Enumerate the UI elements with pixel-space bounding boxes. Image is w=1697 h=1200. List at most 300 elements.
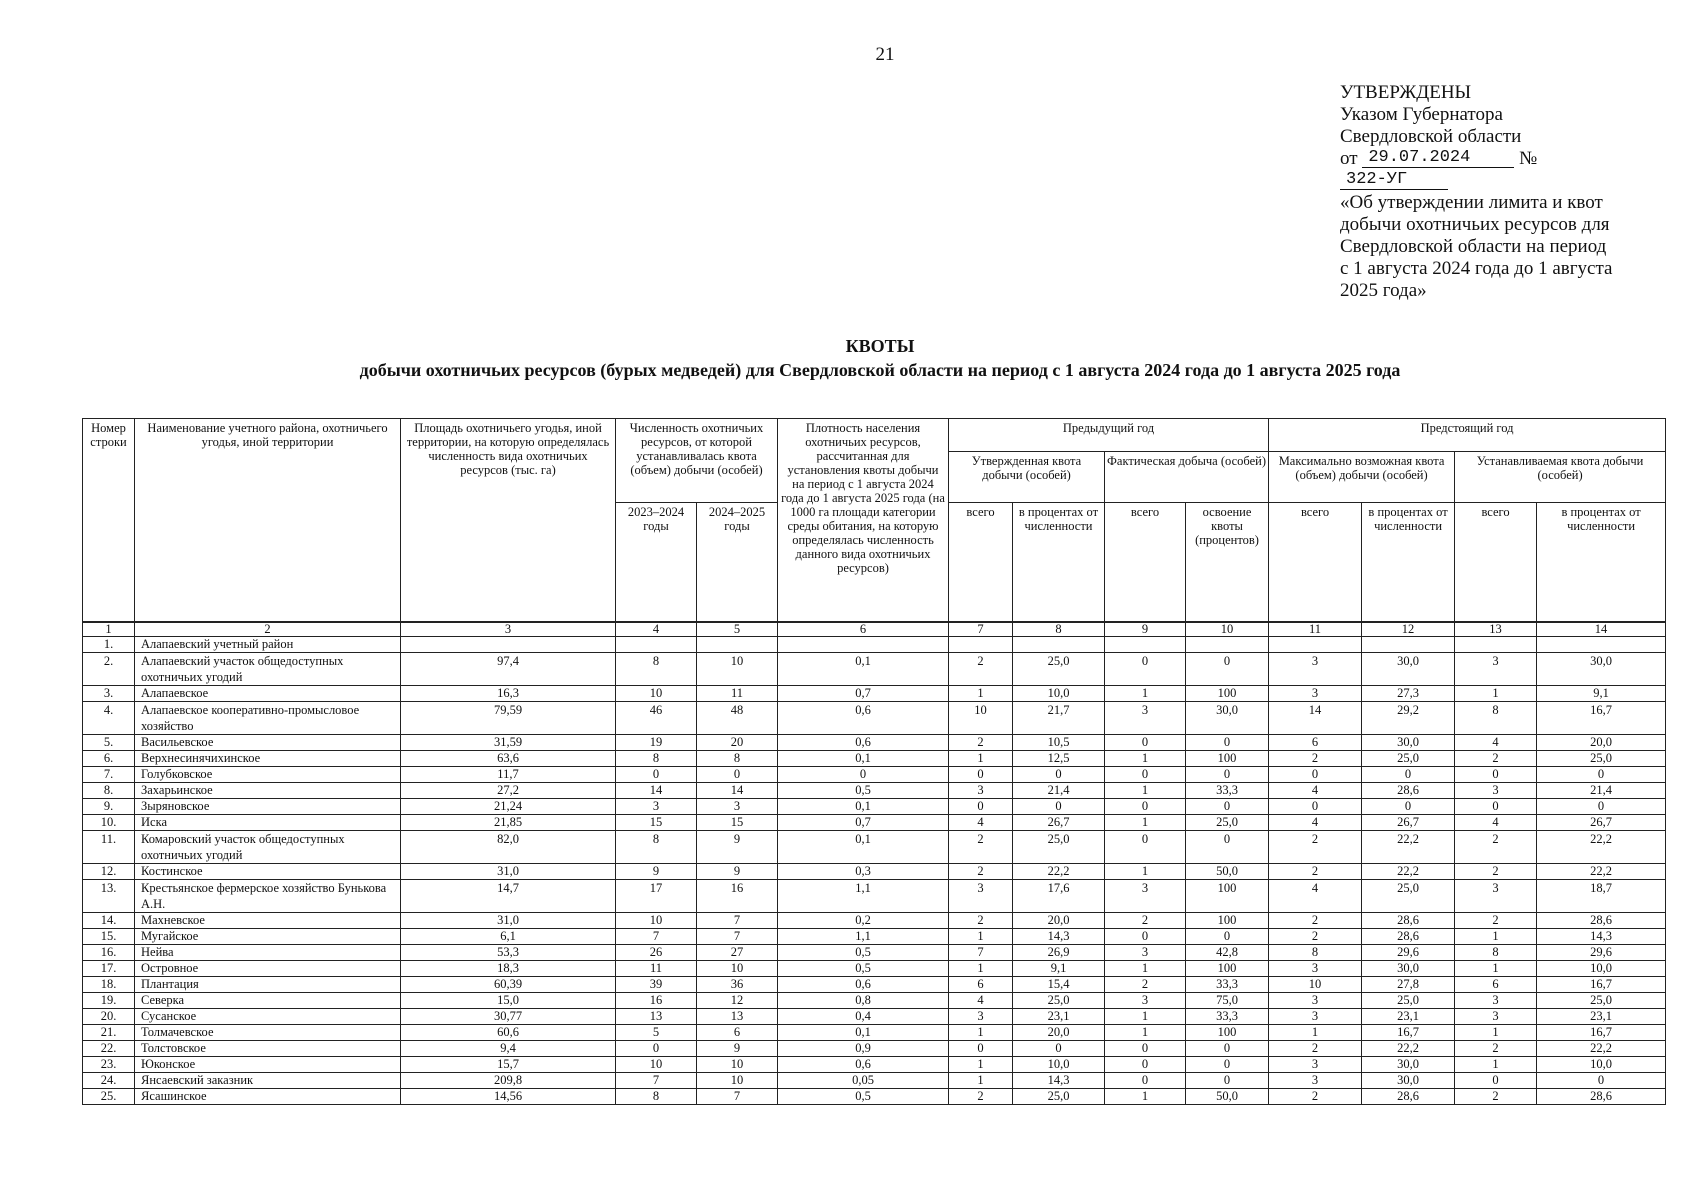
value-cell: 3 — [1105, 880, 1186, 913]
value-cell: 18,7 — [1537, 880, 1666, 913]
value-cell: 14 — [697, 783, 778, 799]
table-row — [83, 783, 1666, 799]
value-cell: 0,6 — [778, 702, 949, 735]
value-cell: 6 — [1455, 977, 1537, 993]
value-cell: 4 — [949, 993, 1013, 1009]
value-cell: 5 — [616, 1025, 697, 1041]
value-cell: 3 — [1269, 653, 1362, 686]
value-cell: 30,0 — [1186, 702, 1269, 735]
value-cell: 26,7 — [1362, 815, 1455, 831]
value-cell: 2 — [1455, 1089, 1537, 1105]
value-cell: 25,0 — [1362, 880, 1455, 913]
value-cell: 25,0 — [1013, 1089, 1105, 1105]
table-row — [83, 961, 1666, 977]
value-cell: 9 — [697, 831, 778, 864]
value-cell: 11 — [616, 961, 697, 977]
value-cell: 10 — [697, 653, 778, 686]
value-cell: 0,4 — [778, 1009, 949, 1025]
value-cell — [616, 637, 697, 653]
header-max-quota: Максимально возможная квота (объем) добычи (особей) — [1269, 452, 1455, 503]
value-cell: 60,39 — [401, 977, 616, 993]
decree-date: 29.07.2024 — [1362, 149, 1514, 168]
value-cell: 10,0 — [1013, 1057, 1105, 1073]
territory-name-cell: Зыряновское — [135, 799, 401, 815]
header-set-quota: Устанавливаемая квота добычи (особей) — [1455, 452, 1666, 503]
value-cell: 63,6 — [401, 751, 616, 767]
value-cell: 22,2 — [1537, 864, 1666, 880]
row-number-cell: 12. — [83, 864, 135, 880]
number-label: № — [1519, 148, 1538, 169]
value-cell: 0,7 — [778, 686, 949, 702]
value-cell: 1 — [1455, 929, 1537, 945]
value-cell: 3 — [1455, 783, 1537, 799]
table-row — [83, 977, 1666, 993]
row-number-cell: 8. — [83, 783, 135, 799]
value-cell: 8 — [616, 653, 697, 686]
value-cell: 2 — [1455, 831, 1537, 864]
table-row — [83, 929, 1666, 945]
value-cell: 0 — [1105, 831, 1186, 864]
value-cell: 0 — [1013, 767, 1105, 783]
value-cell: 100 — [1186, 1025, 1269, 1041]
table-row — [83, 686, 1666, 702]
value-cell: 0 — [1105, 929, 1186, 945]
value-cell: 3 — [949, 1009, 1013, 1025]
header-area: Площадь охотничьего угодья, иной территории, на которую определялась численность вида охотничьих ресурсов (тыс. га) — [401, 419, 616, 623]
value-cell: 0 — [1186, 1057, 1269, 1073]
column-number: 11 — [1269, 622, 1362, 637]
value-cell: 12,5 — [1013, 751, 1105, 767]
value-cell: 1 — [1105, 864, 1186, 880]
value-cell: 0,8 — [778, 993, 949, 1009]
table-row — [83, 831, 1666, 864]
value-cell: 17 — [616, 880, 697, 913]
value-cell: 10 — [949, 702, 1013, 735]
value-cell: 0 — [1362, 799, 1455, 815]
value-cell: 6 — [949, 977, 1013, 993]
value-cell: 2 — [949, 831, 1013, 864]
value-cell: 0 — [1105, 799, 1186, 815]
value-cell: 0 — [1105, 1073, 1186, 1089]
value-cell: 3 — [1455, 1009, 1537, 1025]
value-cell: 12 — [697, 993, 778, 1009]
value-cell: 26,7 — [1537, 815, 1666, 831]
value-cell: 8 — [616, 1089, 697, 1105]
value-cell: 25,0 — [1537, 993, 1666, 1009]
value-cell: 28,6 — [1362, 1089, 1455, 1105]
value-cell: 1 — [1269, 1025, 1362, 1041]
value-cell: 6,1 — [401, 929, 616, 945]
value-cell: 0 — [1362, 767, 1455, 783]
value-cell: 10 — [616, 686, 697, 702]
value-cell: 8 — [616, 751, 697, 767]
value-cell: 21,24 — [401, 799, 616, 815]
header-quota-use: освоение квоты (процентов) — [1186, 503, 1269, 623]
value-cell: 2 — [1269, 929, 1362, 945]
value-cell: 0 — [1269, 799, 1362, 815]
value-cell: 3 — [949, 880, 1013, 913]
value-cell: 2 — [949, 653, 1013, 686]
value-cell: 21,85 — [401, 815, 616, 831]
value-cell: 14,56 — [401, 1089, 616, 1105]
value-cell: 0,1 — [778, 1025, 949, 1041]
column-number: 14 — [1537, 622, 1666, 637]
value-cell: 20,0 — [1013, 1025, 1105, 1041]
document-title: КВОТЫ — [845, 336, 915, 356]
value-cell: 15,4 — [1013, 977, 1105, 993]
value-cell: 0 — [1105, 653, 1186, 686]
value-cell: 22,2 — [1537, 831, 1666, 864]
territory-name-cell: Сусанское — [135, 1009, 401, 1025]
value-cell: 16 — [616, 993, 697, 1009]
value-cell: 7 — [697, 913, 778, 929]
value-cell — [1269, 637, 1362, 653]
value-cell: 27,8 — [1362, 977, 1455, 993]
territory-name-cell: Толмачевское — [135, 1025, 401, 1041]
header-total: всего — [949, 503, 1013, 623]
value-cell: 30,0 — [1537, 653, 1666, 686]
value-cell: 0 — [1186, 767, 1269, 783]
value-cell: 0 — [1186, 735, 1269, 751]
row-number-cell: 5. — [83, 735, 135, 751]
value-cell: 16,7 — [1537, 702, 1666, 735]
table-row — [83, 880, 1666, 913]
value-cell: 9,1 — [1013, 961, 1105, 977]
value-cell: 1 — [1455, 1057, 1537, 1073]
territory-name-cell: Юконское — [135, 1057, 401, 1073]
table-row — [83, 913, 1666, 929]
value-cell: 0,5 — [778, 961, 949, 977]
header-previous-year: Предыдущий год — [949, 419, 1269, 452]
territory-name-cell: Северка — [135, 993, 401, 1009]
value-cell: 3 — [1105, 702, 1186, 735]
territory-name-cell: Верхнесинячихинское — [135, 751, 401, 767]
value-cell: 0 — [697, 767, 778, 783]
value-cell: 31,0 — [401, 864, 616, 880]
value-cell: 1 — [1105, 783, 1186, 799]
territory-name-cell: Алапаевский участок общедоступных охотничьих угодий — [135, 653, 401, 686]
row-number-cell: 16. — [83, 945, 135, 961]
value-cell: 0,1 — [778, 831, 949, 864]
table-row — [83, 815, 1666, 831]
value-cell: 2 — [1455, 1041, 1537, 1057]
value-cell: 9,4 — [401, 1041, 616, 1057]
value-cell: 1 — [949, 686, 1013, 702]
value-cell: 0 — [1013, 799, 1105, 815]
value-cell: 1 — [1455, 961, 1537, 977]
value-cell: 1 — [949, 751, 1013, 767]
header-density: Плотность населения охотничьих ресурсов, рассчитанная для установления квоты добычи на период с 1 августа 2024 года до 1 августа 2025 года (на 1000 га площади категории среды обитания, на которую определялась численность данного вида охотничьих ресурсов) — [778, 419, 949, 623]
column-number: 8 — [1013, 622, 1105, 637]
value-cell: 10,0 — [1013, 686, 1105, 702]
value-cell: 25,0 — [1186, 815, 1269, 831]
value-cell: 30,0 — [1362, 1073, 1455, 1089]
value-cell: 4 — [949, 815, 1013, 831]
territory-name-cell: Крестьянское фермерское хозяйство Бунькова А.Н. — [135, 880, 401, 913]
value-cell: 82,0 — [401, 831, 616, 864]
value-cell: 30,77 — [401, 1009, 616, 1025]
territory-name-cell: Алапаевский учетный район — [135, 637, 401, 653]
value-cell: 0 — [1455, 1073, 1537, 1089]
territory-name-cell: Островное — [135, 961, 401, 977]
value-cell: 46 — [616, 702, 697, 735]
value-cell: 3 — [616, 799, 697, 815]
value-cell: 29,2 — [1362, 702, 1455, 735]
value-cell: 23,1 — [1013, 1009, 1105, 1025]
value-cell: 2 — [949, 735, 1013, 751]
value-cell: 28,6 — [1537, 913, 1666, 929]
value-cell: 4 — [1269, 880, 1362, 913]
value-cell: 0 — [1105, 1041, 1186, 1057]
territory-name-cell: Голубковское — [135, 767, 401, 783]
value-cell: 0 — [1186, 653, 1269, 686]
value-cell: 3 — [1455, 880, 1537, 913]
value-cell: 0 — [1537, 767, 1666, 783]
header-row-number: Номер строки — [83, 419, 135, 623]
column-number: 10 — [1186, 622, 1269, 637]
value-cell: 0,2 — [778, 913, 949, 929]
value-cell: 10,5 — [1013, 735, 1105, 751]
value-cell: 8 — [1269, 945, 1362, 961]
column-number: 9 — [1105, 622, 1186, 637]
row-number-cell: 6. — [83, 751, 135, 767]
territory-name-cell: Толстовское — [135, 1041, 401, 1057]
table-header — [83, 419, 1666, 623]
value-cell: 22,2 — [1362, 831, 1455, 864]
value-cell: 0,7 — [778, 815, 949, 831]
approval-date-line — [1340, 148, 1640, 192]
column-number: 5 — [697, 622, 778, 637]
value-cell: 25,0 — [1362, 751, 1455, 767]
value-cell: 9 — [697, 1041, 778, 1057]
value-cell: 10 — [1269, 977, 1362, 993]
table-row — [83, 1025, 1666, 1041]
table-row — [83, 1057, 1666, 1073]
territory-name-cell: Нейва — [135, 945, 401, 961]
column-number: 7 — [949, 622, 1013, 637]
value-cell: 0,1 — [778, 751, 949, 767]
table-row — [83, 945, 1666, 961]
value-cell: 100 — [1186, 913, 1269, 929]
value-cell: 25,0 — [1013, 993, 1105, 1009]
value-cell: 0,05 — [778, 1073, 949, 1089]
value-cell: 10 — [697, 1057, 778, 1073]
table-row — [83, 993, 1666, 1009]
value-cell: 10,0 — [1537, 961, 1666, 977]
approval-stamp — [1340, 82, 1640, 302]
value-cell: 1 — [1455, 1025, 1537, 1041]
header-percent: в процентах от численности — [1537, 503, 1666, 623]
value-cell: 30,0 — [1362, 653, 1455, 686]
row-number-cell: 9. — [83, 799, 135, 815]
value-cell: 100 — [1186, 961, 1269, 977]
value-cell: 0 — [1186, 799, 1269, 815]
decree-title-line: «Об утверждении лимита и квот — [1340, 192, 1603, 213]
table-row — [83, 1073, 1666, 1089]
value-cell: 209,8 — [401, 1073, 616, 1089]
value-cell: 3 — [1105, 993, 1186, 1009]
value-cell: 2 — [1105, 977, 1186, 993]
value-cell: 1 — [1455, 686, 1537, 702]
row-number-cell: 2. — [83, 653, 135, 686]
value-cell: 29,6 — [1362, 945, 1455, 961]
column-number: 12 — [1362, 622, 1455, 637]
value-cell: 100 — [1186, 880, 1269, 913]
value-cell: 4 — [1455, 735, 1537, 751]
value-cell: 23,1 — [1537, 1009, 1666, 1025]
quota-table — [82, 418, 1666, 1105]
value-cell: 1 — [1105, 815, 1186, 831]
value-cell: 25,0 — [1013, 831, 1105, 864]
value-cell: 8 — [1455, 702, 1537, 735]
value-cell: 3 — [1455, 993, 1537, 1009]
value-cell: 14 — [1269, 702, 1362, 735]
value-cell: 1 — [1105, 751, 1186, 767]
value-cell: 27,2 — [401, 783, 616, 799]
row-number-cell: 23. — [83, 1057, 135, 1073]
value-cell: 53,3 — [401, 945, 616, 961]
value-cell: 28,6 — [1362, 929, 1455, 945]
value-cell: 25,0 — [1013, 653, 1105, 686]
document-subtitle: добычи охотничьих ресурсов (бурых медведей) для Свердловской области на период с 1 августа 2024 года до 1 августа 2025 года — [359, 360, 1401, 380]
table-row — [83, 702, 1666, 735]
territory-name-cell: Янсаевский заказник — [135, 1073, 401, 1089]
value-cell: 0,3 — [778, 864, 949, 880]
value-cell — [1186, 637, 1269, 653]
value-cell: 0 — [949, 1041, 1013, 1057]
value-cell: 7 — [616, 929, 697, 945]
header-percent: в процентах от численности — [1013, 503, 1105, 623]
column-number: 4 — [616, 622, 697, 637]
value-cell: 97,4 — [401, 653, 616, 686]
value-cell: 10 — [616, 913, 697, 929]
value-cell: 3 — [1269, 1073, 1362, 1089]
value-cell: 75,0 — [1186, 993, 1269, 1009]
value-cell: 28,6 — [1362, 913, 1455, 929]
value-cell: 9 — [697, 864, 778, 880]
value-cell: 1 — [1105, 1009, 1186, 1025]
value-cell: 0 — [1455, 767, 1537, 783]
value-cell — [1537, 637, 1666, 653]
value-cell: 21,4 — [1537, 783, 1666, 799]
approval-region: Свердловской области — [1340, 126, 1522, 147]
row-number-cell: 21. — [83, 1025, 135, 1041]
value-cell: 42,8 — [1186, 945, 1269, 961]
territory-name-cell: Алапаевское кооперативно-промысловое хозяйство — [135, 702, 401, 735]
value-cell: 28,6 — [1362, 783, 1455, 799]
value-cell: 0 — [1186, 929, 1269, 945]
value-cell: 18,3 — [401, 961, 616, 977]
value-cell: 8 — [697, 751, 778, 767]
value-cell: 0 — [949, 799, 1013, 815]
value-cell: 2 — [949, 1089, 1013, 1105]
row-number-cell: 11. — [83, 831, 135, 864]
value-cell: 11 — [697, 686, 778, 702]
value-cell: 100 — [1186, 686, 1269, 702]
value-cell: 2 — [1269, 1089, 1362, 1105]
value-cell: 0 — [1105, 735, 1186, 751]
table-row — [83, 1089, 1666, 1105]
value-cell: 7 — [697, 929, 778, 945]
header-approved-quota: Утвержденная квота добычи (особей) — [949, 452, 1105, 503]
value-cell: 4 — [1269, 783, 1362, 799]
value-cell: 20,0 — [1013, 913, 1105, 929]
value-cell — [1013, 637, 1105, 653]
value-cell: 14,3 — [1537, 929, 1666, 945]
column-number-row — [83, 622, 1666, 637]
header-pop-2023: 2023–2024 годы — [616, 503, 697, 623]
value-cell: 48 — [697, 702, 778, 735]
value-cell: 0,5 — [778, 783, 949, 799]
value-cell: 0 — [616, 767, 697, 783]
value-cell: 3 — [1269, 1057, 1362, 1073]
value-cell: 15 — [697, 815, 778, 831]
header-total: всего — [1455, 503, 1537, 623]
value-cell: 8 — [1455, 945, 1537, 961]
value-cell: 0,9 — [778, 1041, 949, 1057]
territory-name-cell: Васильевское — [135, 735, 401, 751]
territory-name-cell: Костинское — [135, 864, 401, 880]
from-label: от — [1340, 148, 1358, 169]
value-cell: 0 — [1186, 831, 1269, 864]
value-cell: 0 — [1105, 767, 1186, 783]
value-cell: 16,7 — [1537, 1025, 1666, 1041]
value-cell: 2 — [1455, 913, 1537, 929]
value-cell: 13 — [697, 1009, 778, 1025]
value-cell: 0 — [1105, 1057, 1186, 1073]
value-cell: 10 — [697, 961, 778, 977]
value-cell: 2 — [1269, 913, 1362, 929]
value-cell: 0 — [1455, 799, 1537, 815]
page-number: 21 — [875, 44, 895, 65]
value-cell: 31,59 — [401, 735, 616, 751]
value-cell: 10 — [616, 1057, 697, 1073]
value-cell: 0 — [1269, 767, 1362, 783]
row-number-cell: 18. — [83, 977, 135, 993]
value-cell: 0 — [949, 767, 1013, 783]
header-population: Численность охотничьих ресурсов, от которой устанавливалась квота (объем) добычи (особей) — [616, 419, 778, 503]
decree-title-line: Свердловской области на период — [1340, 236, 1607, 257]
row-number-cell: 24. — [83, 1073, 135, 1089]
column-number: 3 — [401, 622, 616, 637]
row-number-cell: 3. — [83, 686, 135, 702]
value-cell: 25,0 — [1362, 993, 1455, 1009]
value-cell: 0 — [1013, 1041, 1105, 1057]
value-cell: 60,6 — [401, 1025, 616, 1041]
value-cell: 27,3 — [1362, 686, 1455, 702]
value-cell: 0,6 — [778, 735, 949, 751]
value-cell: 22,2 — [1362, 1041, 1455, 1057]
table-row — [83, 751, 1666, 767]
value-cell: 1 — [1105, 1025, 1186, 1041]
territory-name-cell: Мугайское — [135, 929, 401, 945]
column-number: 13 — [1455, 622, 1537, 637]
value-cell: 22,2 — [1537, 1041, 1666, 1057]
value-cell: 7 — [949, 945, 1013, 961]
value-cell: 3 — [1269, 686, 1362, 702]
decree-number: 322-УГ — [1340, 171, 1448, 190]
value-cell: 3 — [697, 799, 778, 815]
value-cell: 31,0 — [401, 913, 616, 929]
approval-heading: УТВЕРЖДЕНЫ — [1340, 82, 1472, 103]
territory-name-cell: Плантация — [135, 977, 401, 993]
value-cell: 21,4 — [1013, 783, 1105, 799]
approval-authority: Указом Губернатора — [1340, 104, 1503, 125]
table-row — [83, 767, 1666, 783]
header-actual-harvest: Фактическая добыча (особей) — [1105, 452, 1269, 503]
value-cell: 25,0 — [1537, 751, 1666, 767]
table-body — [83, 622, 1666, 1105]
